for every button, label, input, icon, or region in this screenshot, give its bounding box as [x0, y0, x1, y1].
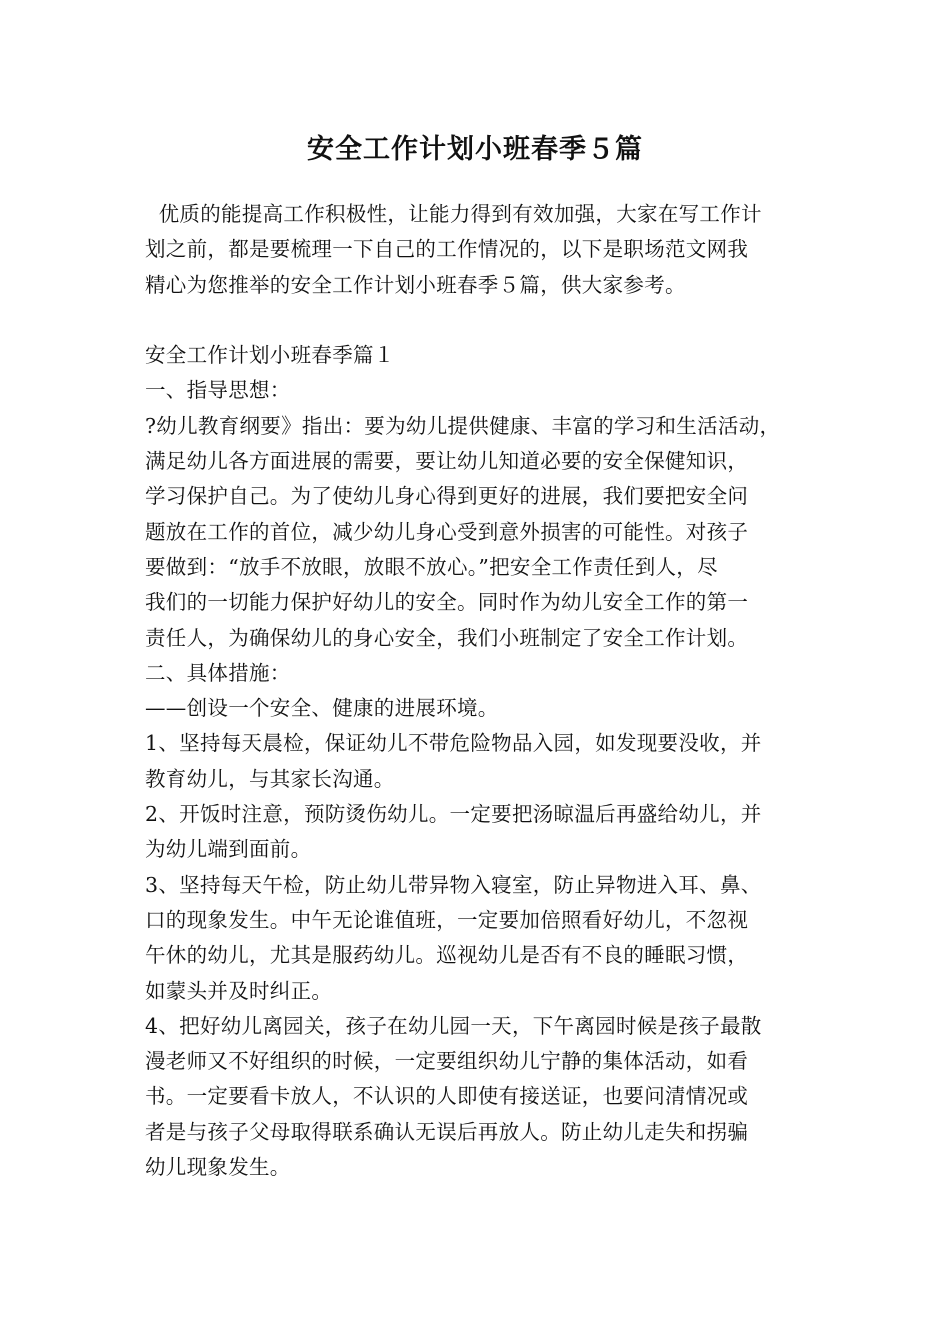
- document-title: 安全工作计划小班春季５篇: [307, 134, 643, 165]
- paragraph-line: 漫老师又不好组织的时候，一定要组织幼儿宁静的集体活动，如看: [145, 1049, 749, 1074]
- paragraph-line: 划之前，都是要梳理一下自己的工作情况的，以下是职场范文网我: [145, 237, 749, 262]
- list-item: 2、开饭时注意，预防烫伤幼儿。一定要把汤晾温后再盛给幼儿，并: [145, 802, 762, 827]
- paragraph-line: 口的现象发生。中午无论谁值班，一定要加倍照看好幼儿，不忽视: [145, 907, 749, 932]
- paragraph-line: 书。一定要看卡放人，不认识的人即使有接送证，也要问清情况或: [145, 1084, 749, 1109]
- list-item: 1、坚持每天晨检，保证幼儿不带危险物品入园，如发现要没收，并: [145, 731, 762, 756]
- list-item: 4、把好幼儿离园关，孩子在幼儿园一天，下午离园时候是孩子最散: [145, 1013, 762, 1038]
- paragraph-line: 者是与孩子父母取得联系确认无误后再放人。防止幼儿走失和拐骗: [145, 1119, 749, 1144]
- paragraph-line: 题放在工作的首位，减少幼儿身心受到意外损害的可能性。对孩子: [145, 519, 749, 544]
- paragraph-line: 要做到：“放手不放眼，放眼不放心。”把安全工作责任到人，尽: [145, 554, 718, 579]
- blank-line: [145, 303, 825, 338]
- document-body: [145, 197, 825, 1185]
- subsection-heading: 一、指导思想：: [145, 378, 291, 403]
- paragraph-line: 学习保护自己。为了使幼儿身心得到更好的进展，我们要把安全问: [145, 484, 749, 509]
- paragraph-line: ?幼儿教育纲要》指出：要为幼儿提供健康、丰富的学习和生活活动，: [145, 413, 781, 438]
- list-item: 3、坚持每天午检，防止幼儿带异物入寝室，防止异物进入耳、鼻、: [145, 872, 762, 897]
- paragraph-line: 教育幼儿，与其家长沟通。: [145, 766, 395, 791]
- paragraph-line: 优质的能提高工作积极性，让能力得到有效加强，大家在写工作计: [145, 202, 762, 226]
- paragraph-line: 为幼儿端到面前。: [145, 837, 312, 862]
- paragraph-line: 精心为您推举的安全工作计划小班春季５篇，供大家参考。: [145, 272, 686, 297]
- paragraph-line: 责任人，为确保幼儿的身心安全，我们小班制定了安全工作计划。: [145, 625, 749, 650]
- paragraph-line: 幼儿现象发生。: [145, 1155, 291, 1180]
- paragraph-line: 我们的一切能力保护好幼儿的安全。同时作为幼儿安全工作的第一: [145, 590, 749, 615]
- section-heading: 安全工作计划小班春季篇１: [145, 343, 395, 368]
- subsection-heading: 二、具体措施：: [145, 660, 291, 685]
- paragraph-line: 满足幼儿各方面进展的需要，要让幼儿知道必要的安全保健知识，: [145, 449, 749, 474]
- paragraph-line: 午休的幼儿，尤其是服药幼儿。巡视幼儿是否有不良的睡眠习惯，: [145, 943, 749, 968]
- paragraph-line: 如蒙头并及时纠正。: [145, 978, 333, 1003]
- paragraph-line: ——创设一个安全、健康的进展环境。: [145, 696, 499, 721]
